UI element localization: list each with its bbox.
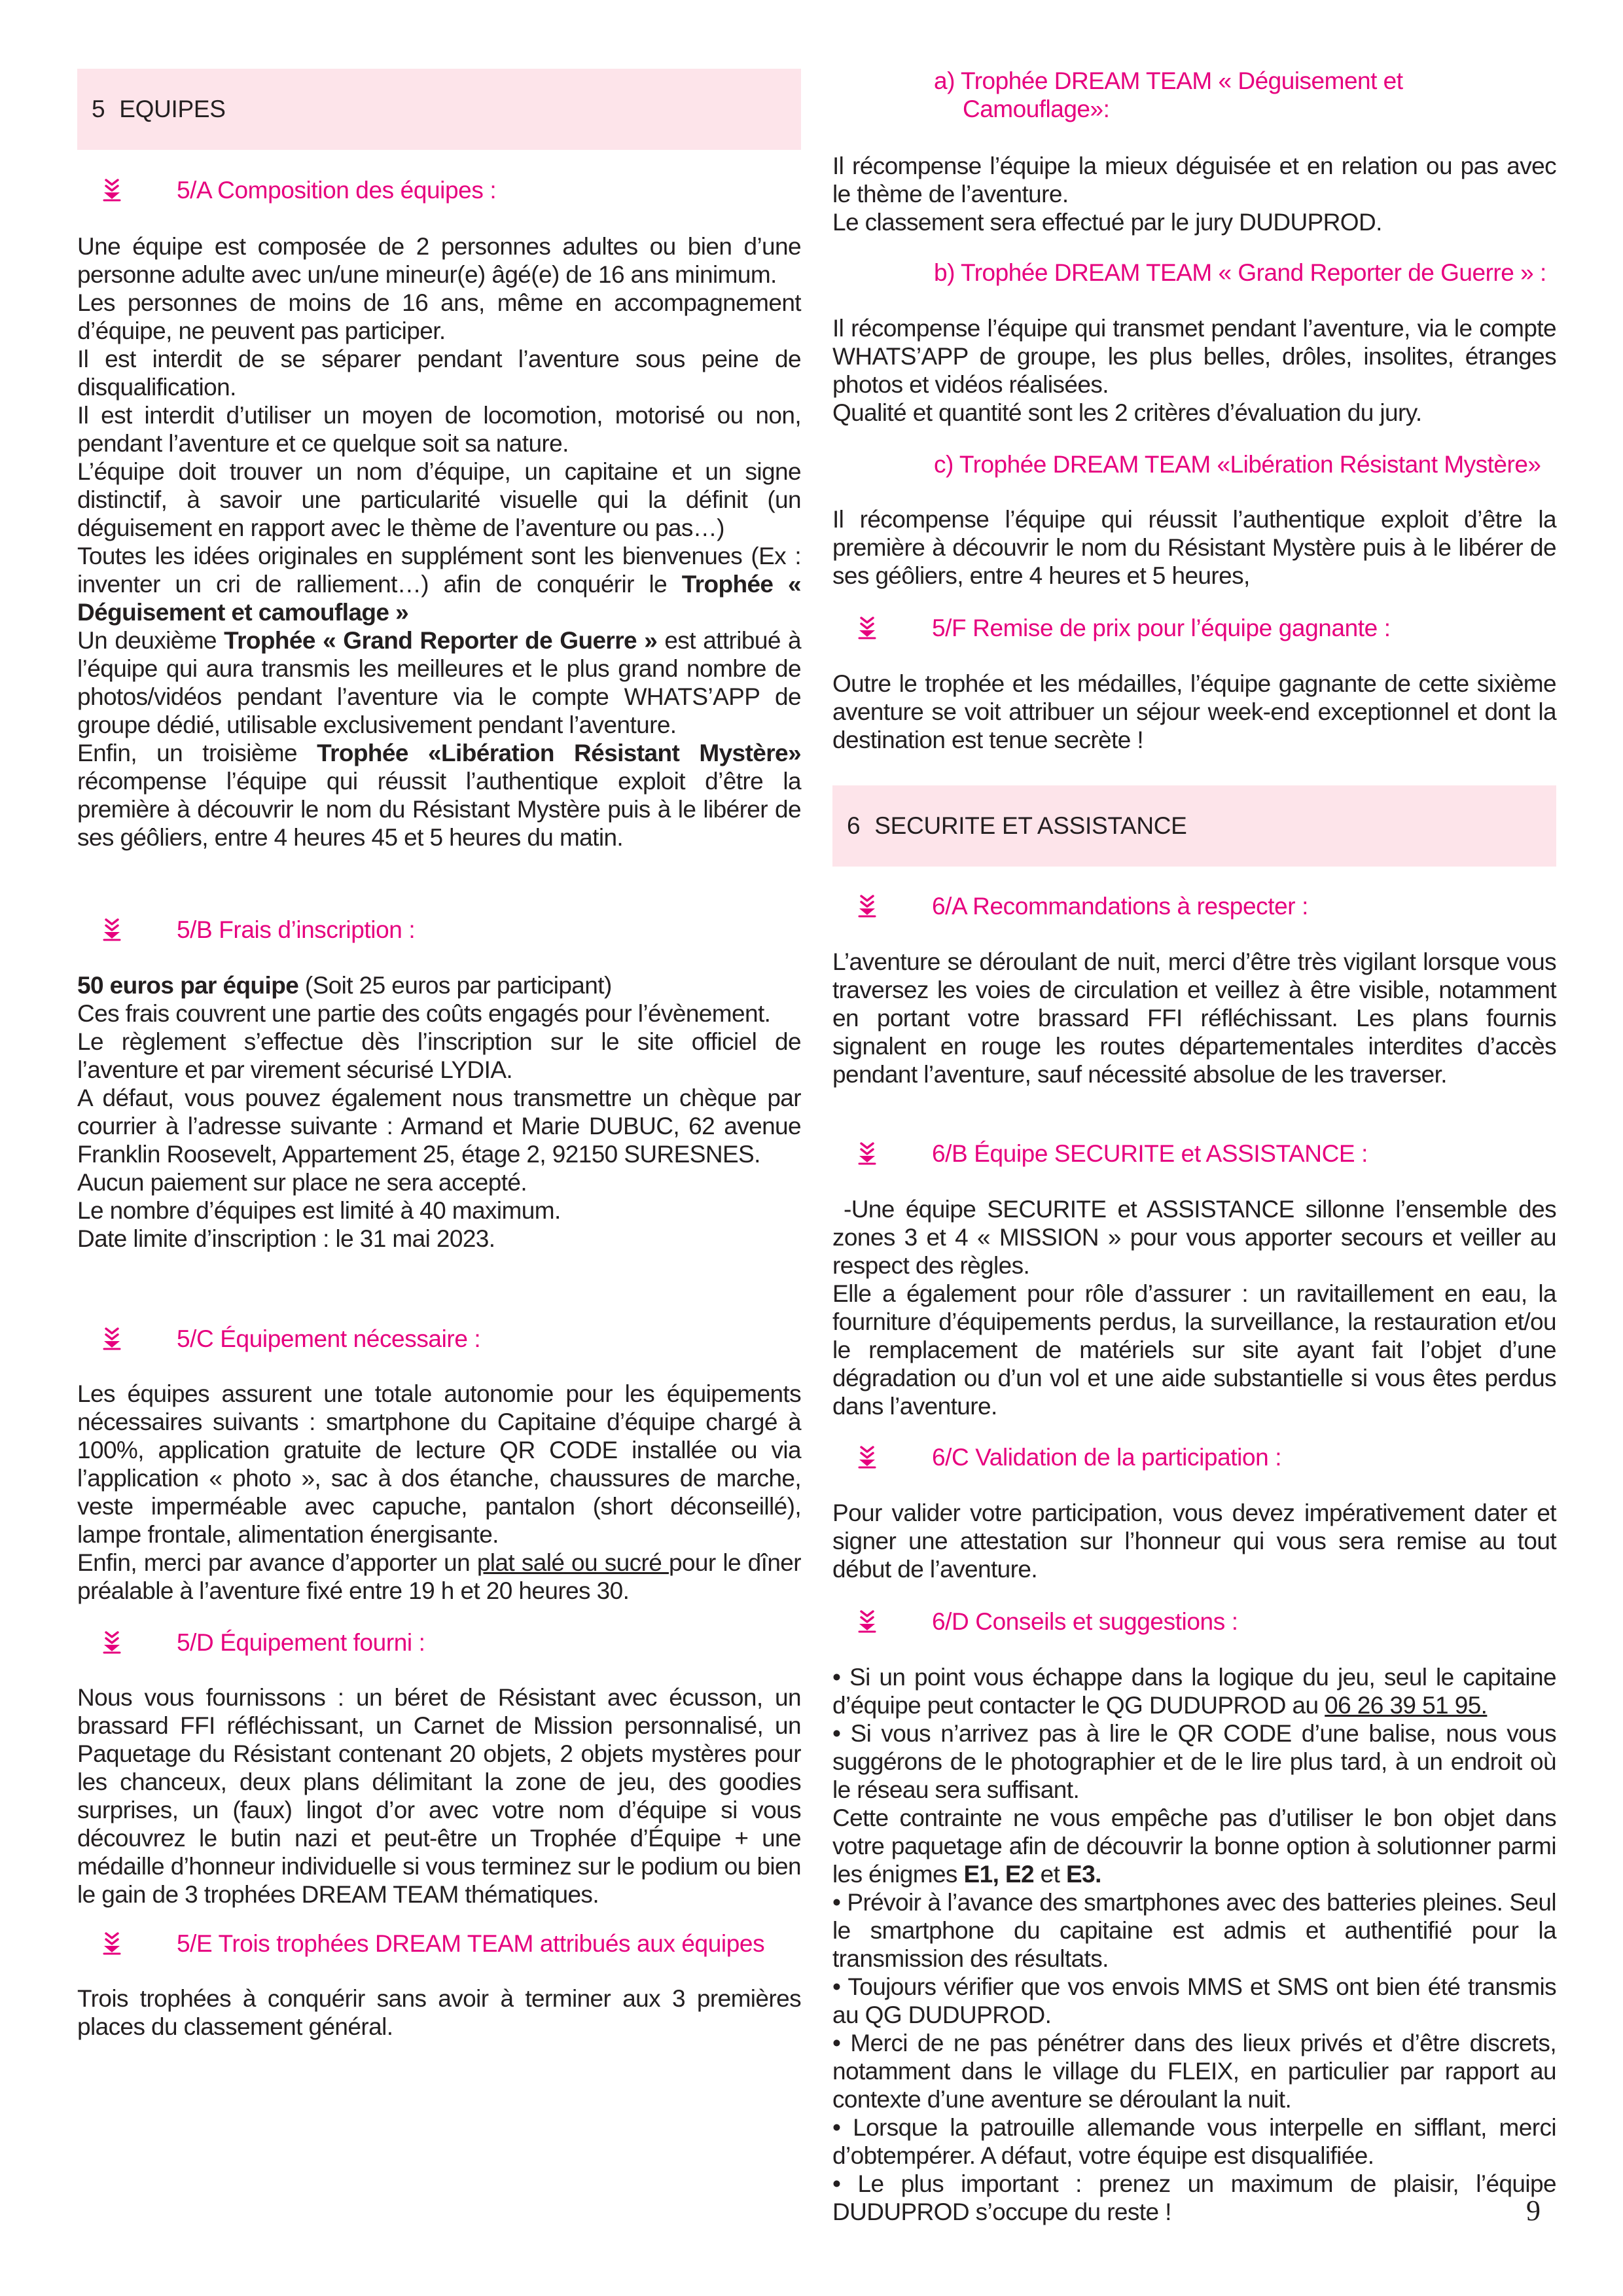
list-item: • Si un point vous échappe dans la logique du jeu, seul le capitaine d’équipe peut contacter le QG DUDUPROD au 06 26 39 51 95.	[832, 1664, 1556, 1719]
paragraph: Date limite d’inscription : le 31 mai 2023.	[77, 1225, 495, 1252]
trophy-name: Trophée « Déguisement et camouflage »	[77, 571, 801, 626]
subheading-label: 6/A Recommandations à respecter :	[932, 893, 1308, 920]
stacked-chevrons-icon	[857, 894, 877, 919]
list-item: • Si vous n’arrivez pas à lire le QR CODE d’une balise, nous vous suggérons de le photographier et de le lire plus tard, à un endroit où le réseau sera suffisant.	[832, 1720, 1556, 1803]
paragraph: Le classement sera effectué par le jury DUDUPROD.	[832, 209, 1382, 236]
stacked-chevrons-icon	[857, 616, 877, 641]
subheading-label: 5/D Équipement fourni :	[177, 1629, 425, 1656]
paragraph: Les équipes assurent une totale autonomie pour les équipements nécessaires suivants : smartphone du Capitaine d’équipe chargé à 100%, application gratuite de lecture QR CODE installée ou via l’application « photo », sac à dos étanche, chaussures de marche, veste imperméable avec capuche, pantalon (short déconseillé), lampe frontale, alimentation énergisante.	[77, 1380, 801, 1548]
trophy-name: Trophée «Libération Résistant Mystère»	[317, 740, 801, 766]
underlined-text: plat salé ou sucré	[476, 1549, 669, 1576]
section-title: SECURITE ET ASSISTANCE	[874, 812, 1187, 839]
provided-equipment-text	[77, 1683, 801, 1909]
dream-team-intro-text	[77, 1984, 801, 2041]
paragraph: Le nombre d’équipes est limité à 40 maximum.	[77, 1197, 561, 1224]
paragraph: Nous vous fournissons : un béret de Résistant avec écusson, un brassard FFI réfléchissant, un Carnet de Mission personnalisé, un Paquetage du Résistant contenant 20 objets, 2 objets mystères pour les chanceux, deux plans délimitant la zone de jeu, des goodies surprises, un (faux) lingot d’or avec votre nom d’équipe si vous découvrez le butin nazi et peut-être un Trophée d’Équipe + une médaille d’honneur individuelle si vous terminez sur le podium ou bien le gain de 3 trophées DREAM TEAM thématiques.	[77, 1684, 801, 1908]
composition-text	[77, 232, 801, 852]
section-banner-equipes	[77, 69, 801, 150]
paragraph: L’aventure se déroulant de nuit, merci d’être très vigilant lorsque vous traversez les voies de circulation et veillez à être visible, notamment en portant votre brassard FFI réfléchissant. Les plans fournis signalent en rouge les routes départementales interdites d’accès pendant l’aventure, sauf nécessité absolue de les traverser.	[832, 948, 1556, 1088]
stacked-chevrons-icon	[102, 1630, 122, 1655]
prize-text	[832, 670, 1556, 754]
section-number: 6	[847, 812, 861, 839]
list-item: • Lorsque la patrouille allemande vous interpelle en sifflant, merci d’obtempérer. A défaut, votre équipe est disqualifiée.	[832, 2114, 1556, 2169]
subheading-label: 5/F Remise de prix pour l’équipe gagnante :	[932, 615, 1391, 641]
section-title: EQUIPES	[119, 96, 226, 122]
list-item: • Prévoir à l’avance des smartphones avec des batteries pleines. Seul le smartphone du capitaine est admis et authentifié pour la transmission des résultats.	[832, 1889, 1556, 1972]
subheading-label: 5/C Équipement nécessaire :	[177, 1325, 481, 1352]
paragraph: Il est interdit d’utiliser un moyen de locomotion, motorisé ou non, pendant l’aventure et ce quelque soit sa nature.	[77, 402, 801, 457]
paragraph: Il récompense l’équipe la mieux déguisée et en relation ou pas avec le thème de l’aventure.	[832, 152, 1556, 207]
subheading-label: 6/C Validation de la participation :	[932, 1444, 1282, 1471]
validation-text	[832, 1499, 1556, 1583]
price: 50 euros par équipe	[77, 972, 299, 999]
subheading-label: 5/E Trois trophées DREAM TEAM attribués aux équipes	[177, 1930, 765, 1957]
list-item: • Le plus important : prenez un maximum de plaisir, l’équipe DUDUPROD s’occupe du reste !	[832, 2170, 1556, 2225]
subheading-label: 6/D Conseils et suggestions :	[932, 1608, 1238, 1635]
paragraph: Qualité et quantité sont les 2 critères d’évaluation du jury.	[832, 399, 1422, 426]
trophy-c-title: c) Trophée DREAM TEAM «Libération Résistant Mystère»	[934, 451, 1541, 478]
trophy-c-text	[832, 505, 1556, 590]
section-banner-securite	[832, 785, 1556, 867]
trophy-b-text	[832, 314, 1556, 427]
phone-link[interactable]: 06 26 39 51 95.	[1325, 1692, 1488, 1719]
list-item: • Toujours vérifier que vos envois MMS et SMS ont bien été transmis au QG DUDUPROD.	[832, 1973, 1556, 2028]
subheading-label: 5/B Frais d’inscription :	[177, 916, 416, 943]
registration-fees-text	[77, 971, 801, 1253]
trophy-name: Trophée « Grand Reporter de Guerre »	[224, 627, 658, 654]
trophy-b-title: b) Trophée DREAM TEAM « Grand Reporter de Guerre » :	[934, 259, 1546, 286]
stacked-chevrons-icon	[102, 178, 122, 203]
paragraph: Enfin, merci par avance d’apporter un plat salé ou sucré pour le dîner préalable à l’aventure fixé entre 19 h et 20 heures 30.	[77, 1549, 801, 1604]
stacked-chevrons-icon	[102, 1327, 122, 1352]
subheading-label: 5/A Composition des équipes :	[177, 177, 497, 204]
stacked-chevrons-icon	[857, 1609, 877, 1634]
puzzle-code: E3.	[1066, 1861, 1101, 1888]
paragraph: 50 euros par équipe (Soit 25 euros par participant)	[77, 972, 612, 999]
page-number: 9	[1526, 2195, 1541, 2227]
paragraph: Les personnes de moins de 16 ans, même en accompagnement d’équipe, ne peuvent pas participer.	[77, 289, 801, 344]
paragraph: Ces frais couvrent une partie des coûts engagés pour l’évènement.	[77, 1000, 771, 1027]
paragraph: L’équipe doit trouver un nom d’équipe, un capitaine et un signe distinctif, à savoir une particularité visuelle qui la définit (un déguisement en rapport avec le thème de l’aventure ou pas…)	[77, 458, 801, 541]
paragraph: Cette contrainte ne vous empêche pas d’utiliser le bon objet dans votre paquetage afin de découvrir la bonne option à solutionner parmi les énigmes E1, E2 et E3.	[832, 1804, 1556, 1888]
paragraph: Il est interdit de se séparer pendant l’aventure sous peine de disqualification.	[77, 346, 801, 401]
paragraph: Enfin, un troisième Trophée «Libération Résistant Mystère» récompense l’équipe qui réussit l’authentique exploit d’être la première à découvrir le nom du Résistant Mystère puis à le libérer de ses géôliers, entre 4 heures 45 et 5 heures du matin.	[77, 740, 801, 851]
section-number: 5	[92, 96, 105, 122]
subheading-label: 6/B Équipe SECURITE et ASSISTANCE :	[932, 1140, 1368, 1167]
advice-text	[832, 1663, 1556, 2226]
paragraph: A défaut, vous pouvez également nous transmettre un chèque par courrier à l’adresse suivante : Armand et Marie DUBUC, 62 avenue Franklin Roosevelt, Appartement 25, étage 2, 92150 SURESNES.	[77, 1085, 801, 1168]
stacked-chevrons-icon	[102, 1931, 122, 1956]
recommendations-text	[832, 948, 1556, 1088]
stacked-chevrons-icon	[102, 918, 122, 942]
paragraph: Elle a également pour rôle d’assurer : un ravitaillement en eau, la fourniture d’équipements perdus, la surveillance, la restauration et/ou le remplacement de matériels sur site ayant fait l’objet d’une dégradation ou d’un vol et une aide substantielle si vous êtes perdus dans l’aventure.	[832, 1280, 1556, 1420]
list-item: • Merci de ne pas pénétrer dans des lieux privés et d’être discrets, notamment dans le village du FLEIX, en particulier par rapport au contexte d’une aventure se déroulant la nuit.	[832, 2030, 1556, 2113]
puzzle-codes: E1, E2	[963, 1861, 1034, 1888]
paragraph: -Une équipe SECURITE et ASSISTANCE sillonne l’ensemble des zones 3 et 4 « MISSION » pour vous apporter secours et veiller au respect des règles.	[832, 1196, 1563, 1279]
paragraph: Le règlement s’effectue dès l’inscription sur le site officiel de l’aventure et par virement sécurisé LYDIA.	[77, 1028, 801, 1083]
paragraph: Il récompense l’équipe qui transmet pendant l’aventure, via le compte WHATS’APP de groupe, les plus belles, drôles, insolites, étranges photos et vidéos réalisées.	[832, 315, 1556, 398]
stacked-chevrons-icon	[857, 1445, 877, 1470]
paragraph: Toutes les idées originales en supplément sont les bienvenues (Ex : inventer un cri de ralliement…) afin de conquérir le Trophée « Déguisement et camouflage »	[77, 543, 801, 626]
paragraph: Il récompense l’équipe qui réussit l’authentique exploit d’être la première à découvrir le nom du Résistant Mystère puis à le libérer de ses géôliers, entre 4 heures et 5 heures,	[832, 506, 1556, 589]
required-equipment-text	[77, 1380, 801, 1605]
paragraph: Trois trophées à conquérir sans avoir à terminer aux 3 premières places du classement général.	[77, 1985, 801, 2040]
stacked-chevrons-icon	[857, 1141, 877, 1166]
paragraph: Une équipe est composée de 2 personnes adultes ou bien d’une personne adulte avec un/une mineur(e) âgé(e) de 16 ans minimum.	[77, 233, 801, 288]
security-team-text	[832, 1195, 1563, 1420]
trophy-a-text	[832, 152, 1556, 236]
paragraph: Un deuxième Trophée « Grand Reporter de Guerre » est attribué à l’équipe qui aura transmis les meilleures et le plus grand nombre de photos/vidéos pendant l’aventure via le compte WHATS’APP de groupe dédié, utilisable exclusivement pendant l’aventure.	[77, 627, 802, 738]
trophy-a-title: a) Trophée DREAM TEAM « Déguisement et Camouflage»:	[934, 67, 1403, 122]
paragraph: Outre le trophée et les médailles, l’équipe gagnante de cette sixième aventure se voit attribuer un séjour week-end exceptionnel et dont la destination est tenue secrète !	[832, 670, 1556, 753]
paragraph: Aucun paiement sur place ne sera accepté.	[77, 1169, 527, 1196]
paragraph: Pour valider votre participation, vous devez impérativement dater et signer une attestation sur l’honneur qui vous sera remise au tout début de l’aventure.	[832, 1499, 1556, 1583]
